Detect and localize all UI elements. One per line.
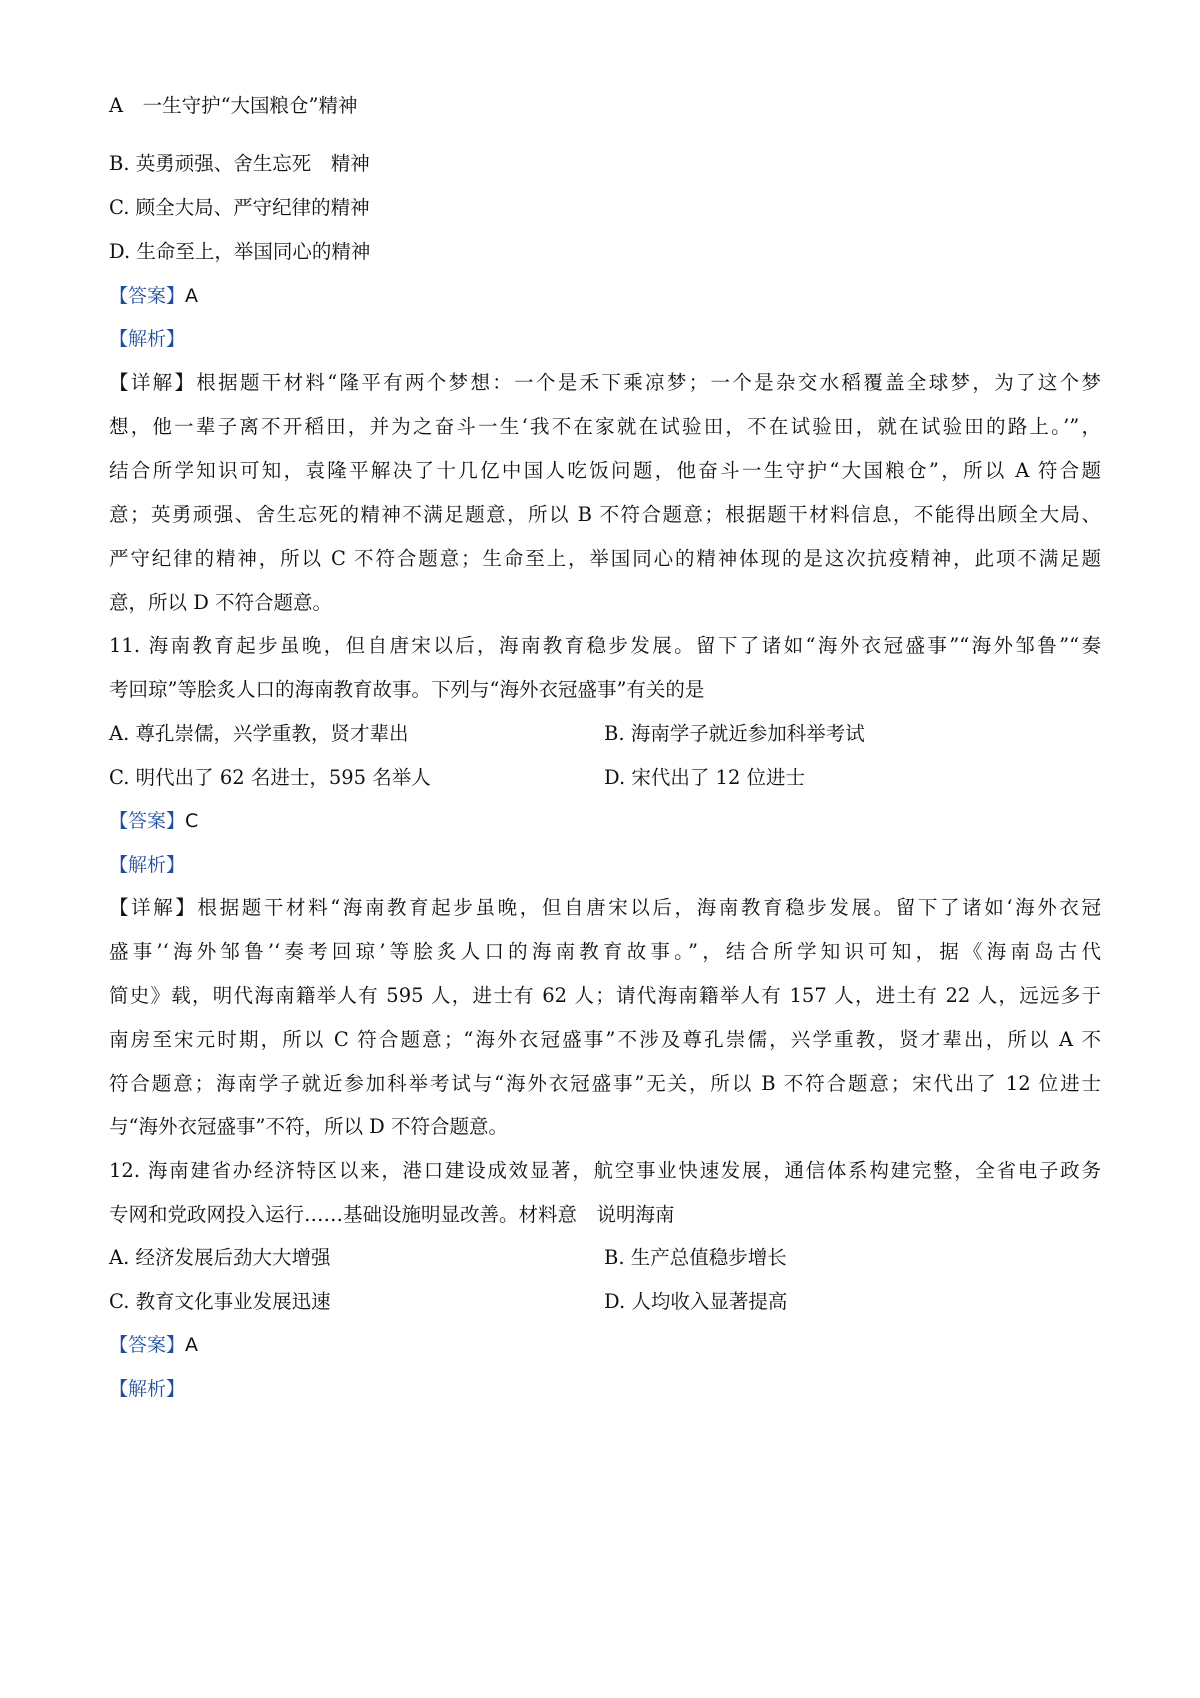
q12-stem-line-1: 12. 海南建省办经济特区以来，港口建设成效显著，航空事业快速发展，通信体系构建完整，全省电子政务 [109,1159,1101,1182]
q11-stem-line-1: 11. 海南教育起步虽晚，但自唐宋以后，海南教育稳步发展。留下了诸如“海外衣冠盛事”“海外邹鲁”“奏 [109,634,1101,657]
q10-detail-line-6: 意，所以 D 不符合题意。 [109,591,333,614]
q12-option-b: B. 生产总值稳步增长 [604,1246,787,1269]
q10-analysis-label: 【解析】 [109,328,186,350]
q10-detail-line-5: 严守纪律的精神，所以 C 不符合题意；生命至上，举国同心的精神体现的是这次抗疫精神，此项不满足题 [109,547,1101,570]
q10-detail-line-2: 想，他一辈子离不开稻田，并为之奋斗一生‘我不在家就在试验田，不在试验田，就在试验田的路上。’”， [109,415,1101,438]
answer-value: A [185,285,199,307]
q11-detail-line-6: 与“海外衣冠盛事”不符，所以 D 不符合题意。 [109,1115,508,1138]
q11-detail-line-2: 盛事’‘海外邹鲁’‘奏考回琼’等脍炙人口的海南教育故事。”，结合所学知识可知，据《海南岛古代 [109,940,1101,963]
q12-answer [109,1331,198,1359]
q12-stem-line-2: 专网和党政网投入运行……基础设施明显改善。材料意 说明海南 [109,1203,675,1226]
q12-analysis-label: 【解析】 [109,1378,186,1400]
q10-option-d: D. 生命至上，举国同心的精神 [109,240,371,263]
q11-answer [109,807,198,835]
q10-detail-line-4: 意；英勇顽强、舍生忘死的精神不满足题意，所以 B 不符合题意；根据题干材料信息，不能得出顾全大局、 [109,503,1101,526]
answer-label: 【答案】 [109,1334,186,1356]
q12-option-d: D. 人均收入显著提高 [604,1290,788,1313]
q11-detail-line-4: 南房至宋元时期，所以 C 符合题意；“海外衣冠盛事”不涉及尊孔崇儒，兴学重教，贤才辈出，所以 A 不 [109,1028,1101,1051]
q11-detail-line-5: 符合题意；海南学子就近参加科举考试与“海外衣冠盛事”无关，所以 B 不符合题意；宋代出了 12 位进士 [109,1072,1101,1095]
q10-detail-line-1 [109,369,1101,397]
detail-label: 【详解】 [109,371,197,394]
answer-value: A [185,1334,199,1356]
q11-stem-line-2: 考回琼”等脍炙人口的海南教育故事。下列与“海外衣冠盛事”有关的是 [109,678,705,701]
detail-label: 【详解】 [109,896,198,919]
q10-answer [109,282,198,310]
q12-option-a: A. 经济发展后劲大大增强 [109,1246,331,1269]
q11-detail-line-1 [109,894,1101,922]
q11-option-c: C. 明代出了 62 名进士，595 名举人 [109,766,431,789]
q10-detail-line-3: 结合所学知识可知，袁隆平解决了十几亿中国人吃饭问题，他奋斗一生守护“大国粮仓”，所以 A 符合题 [109,459,1101,482]
q10-option-a: A 一生守护“大国粮仓”精神 [109,94,358,117]
q11-option-d: D. 宋代出了 12 位进士 [604,766,806,789]
q10-option-b: B. 英勇顽强、舍生忘死 精神 [109,152,370,175]
answer-label: 【答案】 [109,285,186,307]
q11-detail-line-3: 简史》载，明代海南籍举人有 595 人，进士有 62 人；请代海南籍举人有 157 人，进土有 22 人，远远多于 [109,984,1101,1007]
q11-option-a: A. 尊孔崇儒，兴学重教，贤才辈出 [109,722,409,745]
q11-option-b: B. 海南学子就近参加科举考试 [604,722,865,745]
q12-option-c: C. 教育文化事业发展迅速 [109,1290,331,1313]
answer-value: C [185,810,199,832]
detail-text: 根据题干材料“隆平有两个梦想：一个是禾下乘凉梦；一个是杂交水稻覆盖全球梦，为了这个梦 [196,371,1101,394]
q11-analysis-label: 【解析】 [109,854,186,876]
detail-text: 根据题干材料“海南教育起步虽晚，但自唐宋以后，海南教育稳步发展。留下了诸如‘海外衣冠 [197,896,1101,919]
q10-option-c: C. 顾全大局、严守纪律的精神 [109,196,370,219]
answer-label: 【答案】 [109,810,186,832]
